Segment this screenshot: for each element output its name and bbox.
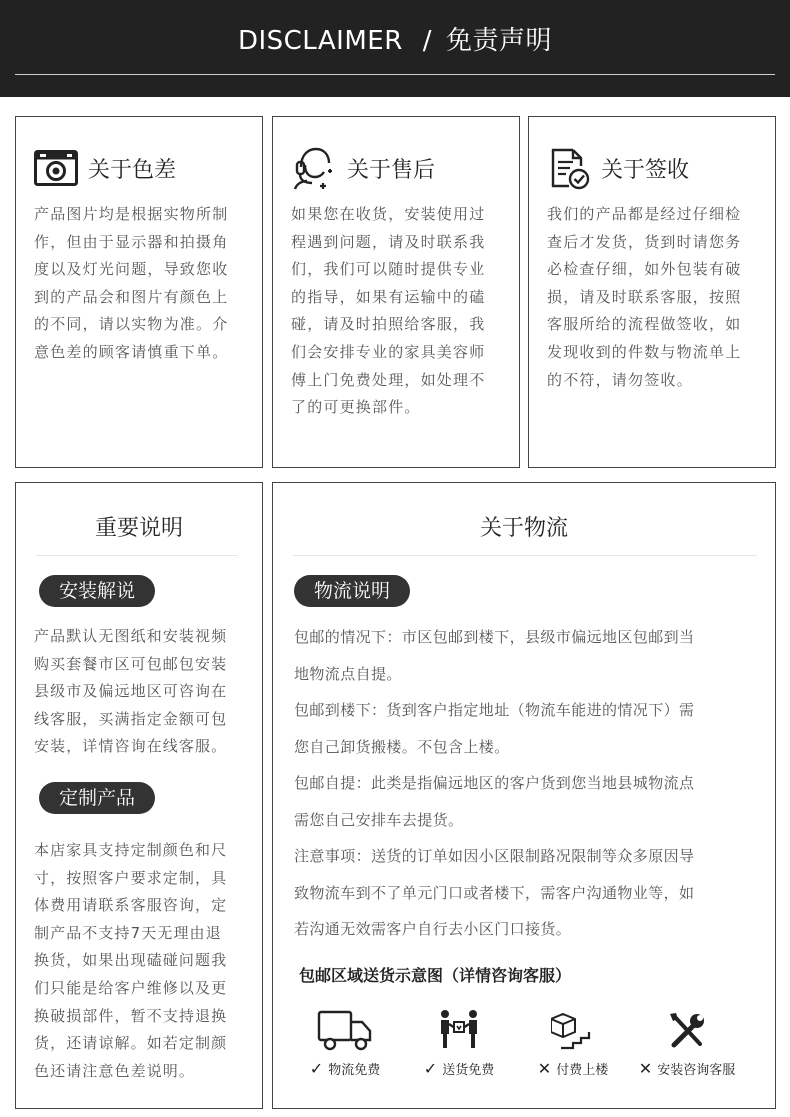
- card-color-difference: [15, 116, 263, 468]
- check-icon: ✓: [423, 1059, 438, 1078]
- section-title: 重要说明: [94, 516, 183, 541]
- section-divider: [293, 555, 757, 556]
- text-line: 产品默认无图纸和安装视频: [34, 627, 228, 645]
- card-signing: [528, 116, 776, 468]
- card-title: 关于售后: [347, 157, 436, 183]
- document-check-icon: [547, 146, 591, 190]
- text-line: 地物流点自提。: [294, 664, 402, 683]
- cross-icon: ✕: [638, 1059, 653, 1078]
- service-label: 送货免费: [442, 1063, 495, 1078]
- text-line: 县级市及偏远地区可咨询在: [34, 682, 228, 701]
- text-line: 客服所给的流程做签收，如: [547, 315, 742, 334]
- text-line: 您自己卸货搬楼。不包含上楼。: [294, 737, 510, 756]
- title-chinese: 免责声明: [446, 26, 553, 56]
- text-line: 必检查仔细，如外包装有破: [547, 260, 742, 279]
- text-line: 货，还请谅解。如若定制颜: [34, 1034, 228, 1053]
- card-header: [547, 145, 689, 191]
- text-line: 我们的产品都是经过仔细检: [547, 205, 742, 223]
- logistics-text: [294, 619, 764, 948]
- service-label: 物流免费: [328, 1063, 381, 1078]
- text-line: 制产品不支持7天无理由退: [34, 923, 222, 942]
- text-line: 了的可更换部件。: [291, 398, 421, 417]
- text-line: 包邮自提：此类是指偏远地区的客户货到您当地县城物流点: [294, 774, 695, 792]
- text-line: 线客服，买满指定金额可包: [34, 709, 228, 728]
- card-title: 关于色差: [88, 157, 177, 183]
- text-line: 寸，按照客户要求定制，具: [34, 868, 228, 887]
- text-line: 度以及灯光问题，导致您收: [34, 260, 229, 279]
- text-line: 的不同，请以实物为准。介: [34, 315, 229, 334]
- text-line: 们只能是给客户维修以及更: [34, 978, 228, 997]
- text-line: 的不符，请勿签收。: [547, 370, 693, 389]
- text-line: 发现收到的件数与物流单上: [547, 342, 742, 361]
- title-separator: /: [422, 26, 433, 56]
- text-line: 傅上门免费处理，如处理不: [291, 370, 486, 389]
- section-logistics: [272, 482, 776, 1109]
- truck-icon: [317, 1008, 373, 1052]
- card-title: 关于签收: [601, 157, 690, 183]
- text-line: 作，但由于显示器和拍摄角: [34, 232, 229, 251]
- card-text: [34, 201, 228, 367]
- text-line: 查后才发货，货到时请您务: [547, 232, 742, 251]
- text-line: 需您自己安排车去提货。: [294, 810, 464, 829]
- card-header: [291, 145, 435, 191]
- service-installation-consult: [629, 1005, 745, 1078]
- text-line: 损，请及时联系客服，按照: [547, 287, 742, 306]
- text-line: 意色差的顾客请慎重下单。: [34, 342, 229, 361]
- text-line: 换破损部件，暂不支持退换: [34, 1006, 228, 1025]
- card-after-sales: [272, 116, 520, 468]
- text-line: 们会安排专业的家具美容师: [291, 342, 486, 361]
- text-line: 换货，如果出现磕碰问题我: [34, 951, 228, 970]
- delivery-person-icon: [437, 1008, 481, 1052]
- text-line: 包邮的情况下：市区包邮到楼下，县级市偏远地区包邮到当: [294, 628, 695, 646]
- cross-icon: ✕: [537, 1059, 552, 1078]
- text-line: 包邮到楼下：货到客户指定地址（物流车能进的情况下）需: [294, 701, 695, 719]
- text-line: 到的产品会和图片有颜色上: [34, 287, 229, 306]
- text-line: 致物流车到不了单元门口或者楼下，需客户沟通物业等，如: [294, 883, 695, 902]
- custom-label-pill: 定制产品: [39, 782, 155, 814]
- install-text: [34, 623, 227, 761]
- install-label-pill: 安装解说: [39, 575, 155, 607]
- text-line: 安装，详情咨询在线客服。: [34, 737, 228, 756]
- header-banner: [0, 0, 790, 97]
- logistics-label-pill: 物流说明: [294, 575, 410, 607]
- section-title: 关于物流: [479, 516, 568, 541]
- text-line: 若沟通无效需客户自行去小区门口接货。: [294, 920, 572, 938]
- box-stairs-icon: [551, 1010, 595, 1050]
- camera-icon: [34, 148, 78, 188]
- service-free-logistics: [287, 1005, 403, 1078]
- section-divider: [36, 555, 238, 556]
- text-line: 产品图片均是根据实物所制: [34, 205, 229, 223]
- card-text: [547, 201, 741, 394]
- customer-service-icon: [291, 145, 337, 191]
- text-line: 购买套餐市区可包邮包安装: [34, 654, 228, 673]
- card-text: [291, 201, 485, 422]
- service-label: 付费上楼: [556, 1063, 609, 1078]
- card-header: [34, 145, 176, 191]
- custom-text: [34, 837, 227, 1085]
- text-line: 体费用请联系客服咨询，定: [34, 896, 228, 915]
- title-english: DISCLAIMER: [237, 26, 403, 56]
- text-line: 们，我们可以随时提供专业: [291, 260, 486, 279]
- text-line: 程遇到问题，请及时联系我: [291, 232, 486, 251]
- text-line: 碰，请及时拍照给客服，我: [291, 315, 486, 334]
- shipping-diagram-title: 包邮区域送货示意图（详情咨询客服）: [299, 966, 572, 985]
- tools-icon: [667, 1010, 707, 1050]
- text-line: 的指导，如果有运输中的磕: [291, 287, 486, 306]
- service-free-delivery: [401, 1005, 517, 1078]
- text-line: 注意事项：送货的订单如因小区限制路况限制等众多原因导: [294, 847, 695, 865]
- service-paid-upstairs: [515, 1005, 631, 1078]
- section-important: [15, 482, 263, 1109]
- service-label: 安装咨询客服: [657, 1063, 736, 1078]
- check-icon: ✓: [309, 1059, 324, 1078]
- text-line: 如果您在收货，安装使用过: [291, 205, 486, 223]
- page-title: [0, 20, 790, 57]
- header-divider: [15, 74, 775, 75]
- text-line: 本店家具支持定制颜色和尺: [34, 841, 228, 859]
- text-line: 色还请注意色差说明。: [34, 1061, 196, 1080]
